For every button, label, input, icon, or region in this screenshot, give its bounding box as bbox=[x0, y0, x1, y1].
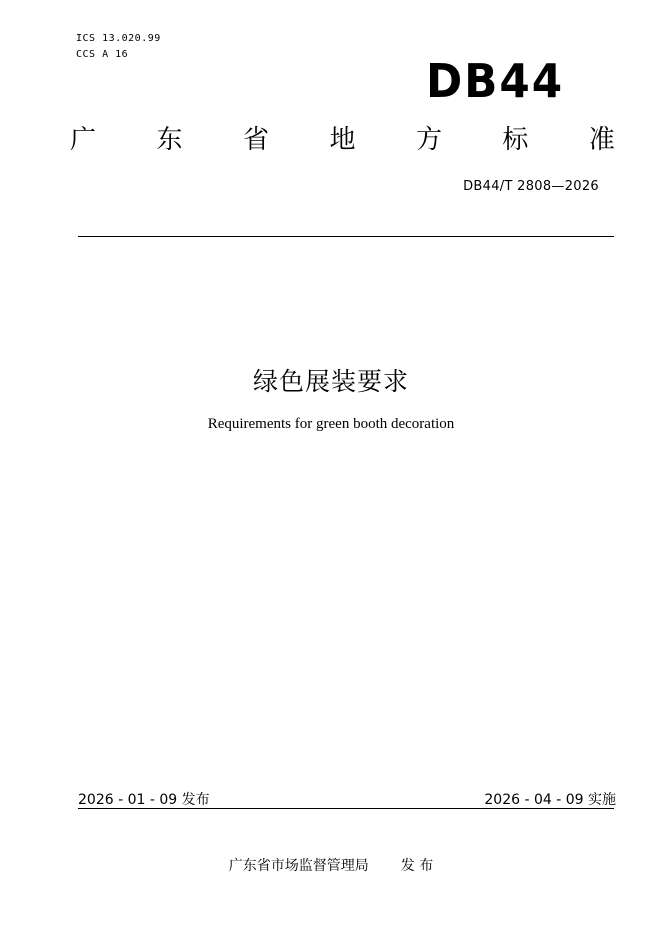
db44-logo: DB44 bbox=[426, 54, 565, 108]
footer-divider bbox=[78, 808, 614, 809]
issuer-name: 广东省市场监督管理局 bbox=[228, 858, 369, 874]
standard-type-char: 地 bbox=[329, 125, 356, 155]
standard-type-char: 省 bbox=[242, 125, 269, 155]
ics-code: ICS 13.020.99 bbox=[76, 33, 161, 44]
standard-type-char: 方 bbox=[415, 125, 442, 155]
ccs-code: CCS A 16 bbox=[76, 49, 129, 60]
publish-date: 2026 - 01 - 09 发布 bbox=[78, 792, 210, 808]
standard-type-title bbox=[70, 127, 615, 153]
document-title-en: Requirements for green booth decoration bbox=[207, 416, 455, 432]
standard-type-char: 广 bbox=[70, 125, 97, 155]
standard-number: DB44/T 2808—2026 bbox=[463, 179, 599, 194]
header-divider bbox=[78, 236, 614, 237]
standard-type-char: 标 bbox=[502, 125, 529, 155]
standard-type-char: 东 bbox=[156, 125, 183, 155]
issuer-line bbox=[0, 855, 662, 875]
document-title-zh: 绿色展装要求 bbox=[252, 367, 409, 396]
issue-label: 发 布 bbox=[400, 858, 434, 874]
standard-type-char: 准 bbox=[588, 125, 615, 155]
implement-date: 2026 - 04 - 09 实施 bbox=[484, 792, 616, 808]
